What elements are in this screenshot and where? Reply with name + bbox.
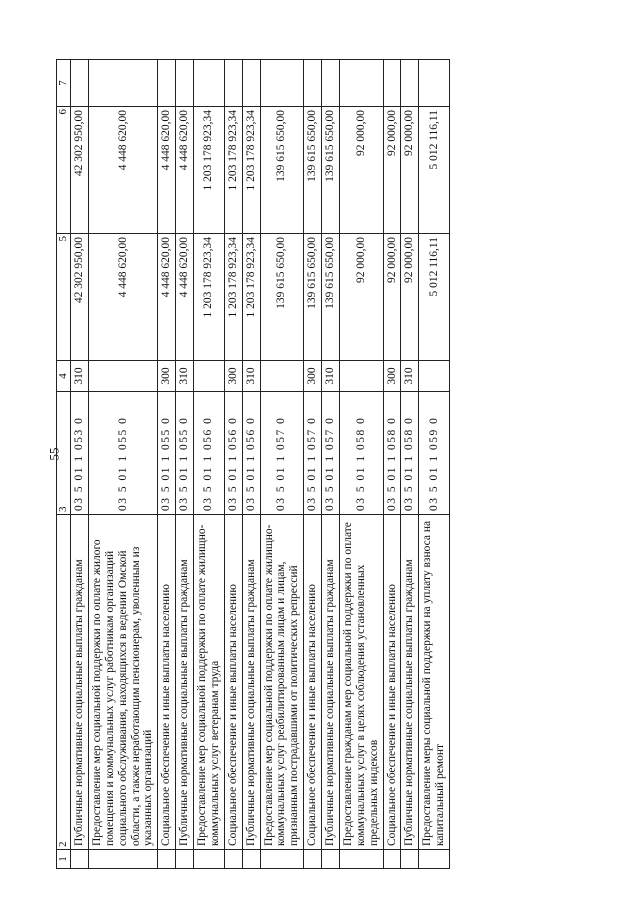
row-amount-6: 5 012 116,11 bbox=[419, 107, 450, 234]
row-name: Социальное обеспечение и иные выплаты населению bbox=[304, 515, 322, 850]
row-kvr bbox=[339, 361, 383, 392]
row-amount-6: 1 203 178 923,34 bbox=[242, 107, 260, 234]
row-col-1 bbox=[260, 850, 304, 869]
header-col-2: 2 bbox=[57, 515, 71, 850]
header-col-5: 5 bbox=[57, 234, 71, 361]
table-row bbox=[339, 60, 383, 869]
row-name: Публичные нормативные социальные выплаты гражданам bbox=[71, 515, 89, 850]
row-kvr: 300 bbox=[304, 361, 322, 392]
table-row bbox=[158, 60, 176, 869]
row-amount-6: 139 615 650,00 bbox=[260, 107, 304, 234]
row-col-1 bbox=[88, 850, 157, 869]
row-amount-5: 42 302 950,00 bbox=[71, 234, 89, 361]
row-code: 03 5 01 1 057 0 bbox=[322, 392, 340, 515]
row-code: 03 5 01 1 056 0 bbox=[242, 392, 260, 515]
row-kvr bbox=[194, 361, 225, 392]
row-amount-5: 4 448 620,00 bbox=[176, 234, 194, 361]
row-amount-6: 1 203 178 923,34 bbox=[224, 107, 242, 234]
row-name: Предоставление мер социальной поддержки по оплате жилищно-коммунальных услуг ветеранам труда bbox=[194, 515, 225, 850]
rotated-table-wrapper bbox=[56, 59, 640, 869]
row-col-7 bbox=[383, 60, 401, 107]
row-col-7 bbox=[401, 60, 419, 107]
row-kvr bbox=[260, 361, 304, 392]
header-col-4: 4 bbox=[57, 361, 71, 392]
row-amount-5: 92 000,00 bbox=[339, 234, 383, 361]
row-amount-5: 139 615 650,00 bbox=[322, 234, 340, 361]
row-amount-5: 92 000,00 bbox=[401, 234, 419, 361]
table-row bbox=[194, 60, 225, 869]
row-col-7 bbox=[224, 60, 242, 107]
row-col-7 bbox=[322, 60, 340, 107]
row-kvr: 310 bbox=[322, 361, 340, 392]
row-col-1 bbox=[419, 850, 450, 869]
page-number: 55 bbox=[46, 447, 62, 461]
row-amount-6: 4 448 620,00 bbox=[176, 107, 194, 234]
header-col-1: 1 bbox=[57, 850, 71, 869]
row-code: 03 5 01 1 055 0 bbox=[158, 392, 176, 515]
row-col-7 bbox=[242, 60, 260, 107]
row-name: Предоставление мер социальной поддержки по оплате жилого помещения и коммунальных услуг работникам организаций социального обслуживания, находящихся в ведении Омской области, а также неработающим пенсионерам, уволенным из указанных организаций bbox=[88, 515, 157, 850]
row-code: 03 5 01 1 055 0 bbox=[88, 392, 157, 515]
table-row bbox=[322, 60, 340, 869]
row-name: Предоставление мер социальной поддержки по оплате жилищно-коммунальных услуг реабилитированным лицам и лицам, признанным пострадавшими от политических репрессий bbox=[260, 515, 304, 850]
row-code: 03 5 01 1 058 0 bbox=[383, 392, 401, 515]
row-amount-6: 139 615 650,00 bbox=[322, 107, 340, 234]
row-amount-5: 5 012 116,11 bbox=[419, 234, 450, 361]
row-col-7 bbox=[260, 60, 304, 107]
row-name: Публичные нормативные социальные выплаты гражданам bbox=[322, 515, 340, 850]
row-amount-6: 42 302 950,00 bbox=[71, 107, 89, 234]
row-col-1 bbox=[401, 850, 419, 869]
row-name: Публичные нормативные социальные выплаты гражданам bbox=[401, 515, 419, 850]
row-amount-5: 139 615 650,00 bbox=[304, 234, 322, 361]
row-col-1 bbox=[158, 850, 176, 869]
row-col-7 bbox=[304, 60, 322, 107]
row-amount-5: 139 615 650,00 bbox=[260, 234, 304, 361]
row-col-1 bbox=[71, 850, 89, 869]
row-name: Публичные нормативные социальные выплаты гражданам bbox=[176, 515, 194, 850]
row-col-1 bbox=[339, 850, 383, 869]
header-col-6: 6 bbox=[57, 107, 71, 234]
row-col-7 bbox=[419, 60, 450, 107]
row-col-7 bbox=[194, 60, 225, 107]
row-kvr: 310 bbox=[176, 361, 194, 392]
row-amount-5: 4 448 620,00 bbox=[88, 234, 157, 361]
row-col-7 bbox=[176, 60, 194, 107]
row-name: Предоставление меры социальной поддержки на уплату взноса на капитальный ремонт bbox=[419, 515, 450, 850]
row-amount-6: 92 000,00 bbox=[401, 107, 419, 234]
table-row bbox=[304, 60, 322, 869]
row-code: 03 5 01 1 059 0 bbox=[419, 392, 450, 515]
row-amount-6: 92 000,00 bbox=[383, 107, 401, 234]
row-col-7 bbox=[158, 60, 176, 107]
table-row bbox=[176, 60, 194, 869]
row-col-7 bbox=[71, 60, 89, 107]
row-code: 03 5 01 1 056 0 bbox=[224, 392, 242, 515]
row-amount-6: 139 615 650,00 bbox=[304, 107, 322, 234]
row-col-1 bbox=[176, 850, 194, 869]
header-col-7: 7 bbox=[57, 60, 71, 107]
table-row bbox=[260, 60, 304, 869]
row-col-7 bbox=[88, 60, 157, 107]
row-col-1 bbox=[224, 850, 242, 869]
header-row bbox=[57, 60, 71, 869]
row-kvr bbox=[419, 361, 450, 392]
row-code: 03 5 01 1 057 0 bbox=[260, 392, 304, 515]
row-name: Социальное обеспечение и иные выплаты населению bbox=[158, 515, 176, 850]
row-code: 03 5 01 1 056 0 bbox=[194, 392, 225, 515]
row-amount-6: 1 203 178 923,34 bbox=[194, 107, 225, 234]
table-row bbox=[242, 60, 260, 869]
table-body bbox=[71, 60, 450, 869]
row-code: 03 5 01 1 053 0 bbox=[71, 392, 89, 515]
row-name: Социальное обеспечение и иные выплаты населению bbox=[224, 515, 242, 850]
row-col-7 bbox=[339, 60, 383, 107]
row-kvr: 300 bbox=[383, 361, 401, 392]
row-col-1 bbox=[242, 850, 260, 869]
row-name: Предоставление гражданам мер социальной поддержки по оплате коммунальных услуг в целях соблюдения установленных предельных индексов bbox=[339, 515, 383, 850]
row-kvr: 300 bbox=[158, 361, 176, 392]
table-row bbox=[88, 60, 157, 869]
row-amount-5: 1 203 178 923,34 bbox=[224, 234, 242, 361]
row-kvr: 310 bbox=[242, 361, 260, 392]
table-row bbox=[401, 60, 419, 869]
table-row bbox=[383, 60, 401, 869]
row-name: Публичные нормативные социальные выплаты гражданам bbox=[242, 515, 260, 850]
row-col-1 bbox=[194, 850, 225, 869]
row-code: 03 5 01 1 055 0 bbox=[176, 392, 194, 515]
row-kvr: 310 bbox=[401, 361, 419, 392]
row-name: Социальное обеспечение и иные выплаты населению bbox=[383, 515, 401, 850]
row-amount-5: 92 000,00 bbox=[383, 234, 401, 361]
row-code: 03 5 01 1 058 0 bbox=[339, 392, 383, 515]
budget-table bbox=[56, 59, 450, 869]
row-code: 03 5 01 1 057 0 bbox=[304, 392, 322, 515]
row-kvr: 300 bbox=[224, 361, 242, 392]
row-amount-5: 1 203 178 923,34 bbox=[242, 234, 260, 361]
table-row bbox=[224, 60, 242, 869]
row-code: 03 5 01 1 058 0 bbox=[401, 392, 419, 515]
row-amount-6: 92 000,00 bbox=[339, 107, 383, 234]
row-amount-5: 4 448 620,00 bbox=[158, 234, 176, 361]
row-amount-6: 4 448 620,00 bbox=[88, 107, 157, 234]
row-kvr bbox=[88, 361, 157, 392]
table-row bbox=[419, 60, 450, 869]
row-col-1 bbox=[304, 850, 322, 869]
row-amount-5: 1 203 178 923,34 bbox=[194, 234, 225, 361]
table-row bbox=[71, 60, 89, 869]
row-kvr: 310 bbox=[71, 361, 89, 392]
header-col-3: 3 bbox=[57, 392, 71, 515]
row-col-1 bbox=[322, 850, 340, 869]
row-amount-6: 4 448 620,00 bbox=[158, 107, 176, 234]
row-col-1 bbox=[383, 850, 401, 869]
